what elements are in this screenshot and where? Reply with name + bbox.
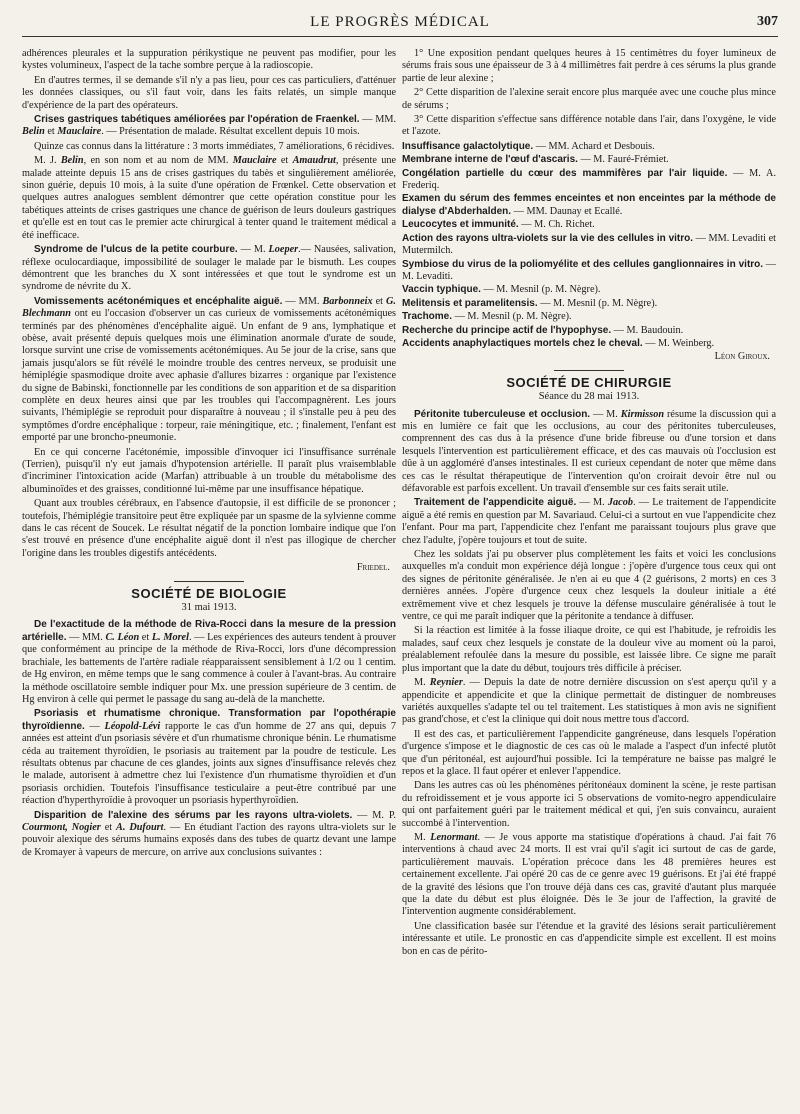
divider bbox=[554, 370, 624, 371]
author: Léopold-Lévi bbox=[104, 720, 161, 732]
article-crises: Crises gastriques tabétiques améliorées par l'opération de Fraenkel. — MM. Belin et Mauclaire. — Présentation de malade. Résultat excellent depuis 10 mois. bbox=[22, 114, 397, 138]
author: A. Dufourt bbox=[116, 821, 164, 833]
item-title: Symbiose du virus de la poliomyélite et des cellules ganglionnaires in vitro. bbox=[402, 258, 764, 270]
paragraph: Quant aux troubles cérébraux, en l'absence d'autopsie, il est difficile de se prononcer ; toutefois, l'hémiplégie transitoire peut être expliquée par un spasme de la sylvienne comme dans le cas récent de Soucek. Le résultat négatif de la ponction lombaire indique que l'on s'est trouvé en présence d'une encéphalite aiguë dont il n'est pas illogique de chercher l'origine dans les troubles digestifs antécédents. bbox=[22, 498, 396, 559]
author: Belin bbox=[22, 126, 45, 138]
list-item bbox=[402, 141, 776, 153]
author: Jacob bbox=[607, 497, 633, 509]
paragraph: Il est des cas, et particulièrement l'appendicite gangréneuse, dans lesquels l'opération d'urgence s'impose et le diagnostic de ces cas où le malade a l'aspect d'un infecté plutôt que d'un péritonéal, est aujourd'hui possible. Ici la température ne baisse pas malgré le repos et la glace. Il faut opérer et enlever l'appendice. bbox=[402, 728, 776, 777]
list-item bbox=[402, 154, 776, 166]
article-text: — Je vous apporte ma statistique d'opérations à chaud. J'ai fait 76 interventions à chaud avec 24 morts. Il est vrai qu'il s'agit ici surtout de cas de garde, particulièrement mauvais. L'opération précoce dans les 48 premières heures est certainement excellente. J'ai opéré 20 cas de ce genre avec 19 guérisons. Et j'ai été frappé de la gravité des lésions que l'on trouve déjà dans ces cas, gravité d'autant plus marquée que la date du début est plus éloignée. Dès le 3e jour de l'affection, la gravité de l'intervention augmente considérablement. bbox=[402, 831, 776, 918]
conclusion-2: 2° Cette disparition de l'alexine serait encore plus marquée avec une couche plus mince de sérums ; bbox=[402, 87, 776, 111]
item-title: Recherche du principe actif de l'hypophyse. bbox=[402, 324, 612, 336]
article-title: Syndrome de l'ulcus de la petite courbure. bbox=[34, 244, 238, 256]
signature: Léon Giroux. bbox=[714, 351, 770, 363]
article-text: rapporte le cas d'un homme de 27 ans qui, depuis 7 années est atteint d'un psoriasis sévère et d'un rhumatisme chronique bénin. Le rhumatisme céda au traitement thyroïdien, le psoriasis au traitement par la poudre de testicule. Les résultats obtenus par chacune de ces glandes, joints aux signes d'insuffisance relevés chez le malade, autorisent à admettre chez lui l'existence d'un rhumatisme thyroïdien et d'un psoriasis orchidien. Toutefois l'insuffisance testiculaire a peut-être contribué par une réaction d'hyperthyroïdie à provoquer un psoriasis hyperthyroïdien. bbox=[22, 720, 397, 807]
paragraph: M. Lenormant. — Je vous apporte ma statistique d'opérations à chaud. J'ai fait 76 interventions à chaud avec 24 morts. Il est vrai qu'il s'agit ici surtout de cas de garde, particulièrement mauvais. L'opération précoce dans les 48 premières heures est certainement excellente. J'ai opéré 20 cas de ce genre avec 19 guérisons. Et j'ai été frappé de la gravité des lésions que l'on trouve déjà dans ces cas, gravité d'autant plus marquée que la date du début est plus éloignée. Dès le 3e jour de l'affection, la gravité de l'intervention augmente considérablement. bbox=[402, 831, 776, 918]
item-author: — M. Mesnil (p. M. Nègre). bbox=[454, 311, 572, 323]
item-author: — M. Mesnil (p. M. Nègre). bbox=[540, 297, 658, 309]
article-text: — Les expériences des auteurs tendent à prouver que conformément au principe de la méthode de Riva-Rocci, lors d'une décompression brachiale, les battements de l'artère radiale réapparaissent sensiblement à 1/2 ou 1 centim. de Hg environ, en même temps que le sang commence à couler à l'avant-bras. Au contraire la méthode oscillatoire semble indiquer pour Mx. une pression supérieure de 3 centim. de Hg environ à celle qui permet le passage du sang au-delà de la manchette. bbox=[22, 631, 397, 705]
list-item bbox=[402, 338, 776, 350]
author: Reynier bbox=[429, 677, 463, 689]
article-text: — En étudiant l'action des rayons ultra-violets sur le pouvoir alexique des sérums humains exposés dans des tubes de quartz devant une lampe de Kromayer à vapeurs de mercure, on arrive aux conclusions suivantes : bbox=[22, 821, 397, 858]
section-heading: SOCIÉTÉ DE CHIRURGIE bbox=[506, 374, 672, 390]
list-item bbox=[402, 219, 776, 231]
item-title: Trachome. bbox=[402, 311, 453, 323]
conclusion-1: 1° Une exposition pendant quelques heures à 15 centimètres du foyer lumineux de sérums frais sous une épaisseur de 3 à 4 millimètres fait perdre à ces sérums la plus grande partie de leur alexine ; bbox=[402, 48, 776, 84]
paragraph: Si la réaction est limitée à la fosse iliaque droite, ce qui est l'habitude, je refroidis les malades, sauf ceux chez lesquels je constate de la douleur vive au moment où la paroi, préalablement refoulée dans la mesure du possible, est laissée libre. Ce signe me paraît plus important que la date du début, toujours très difficile à préciser. bbox=[402, 625, 776, 674]
signature: Friedel. bbox=[356, 562, 390, 574]
list-item bbox=[402, 311, 776, 323]
page-number: 307 bbox=[757, 14, 778, 29]
item-title: Insuffisance galactolytique. bbox=[402, 140, 534, 152]
article-riva-rocci: De l'exactitude de la méthode de Riva-Rocci dans la mesure de la pression artérielle. — MM. C. Léon et L. Morel. — Les expériences des auteurs tendent à prouver que conformément au principe de la méthode de Riva-Rocci, lors d'une décompression brachiale, les battements de l'artère radiale réapparaissent sensiblement à 1/2 ou 1 centim. de Hg environ, en même temps que le sang commence à couler à l'avant-bras. Au contraire la méthode oscillatoire semble indiquer pour Mx. une pression supérieure de 3 centim. de Hg environ à celle qui permet le passage du sang au-delà de la manchette. bbox=[22, 619, 397, 705]
article-title: Traitement de l'appendicite aiguë. bbox=[414, 497, 577, 509]
item-author: — M. Weinberg. bbox=[645, 337, 715, 349]
author: L. Morel bbox=[151, 631, 189, 643]
paragraph: Chez les soldats j'ai pu observer plus complètement les faits et voici les conclusions auxquelles m'a conduit mon expérience déjà longue : j'opère d'urgence tous ceux qui ont des signes de péritonite généralisée. Je n'en ai eu que 4 (2 guérisons, 2 morts) en ces 3 dernières années. J'opère d'urgence ceux chez lesquels la douleur initiale a été extrêmement vive et chez lesquels je trouve la défense musculaire généralisée à tout le ventre, ce qui me paraît indiquer que la péritonite a tendance à diffuser. bbox=[402, 549, 776, 623]
list-item bbox=[402, 325, 776, 337]
article-appendicite: Traitement de l'appendicite aiguë. — M. Jacob. — Le traitement de l'appendicite aiguë a été remis en question par M. Savariaud. Celui-ci a surtout en vue l'appendicite chez l'enfant. Pour ma part, l'appendicite chez l'enfant me paraissant toujours plus grave que chez l'adulte, j'opère toujours et tout de suite. bbox=[402, 497, 776, 546]
article-text: Nausées, salivation, réflexe oculocardiaque, impossibilité de soulager le malade par le bismuth. Les coupes démontrent que les branches du X sont intéressées et que tout le syndrome est un syndrome de névrite du X. bbox=[22, 244, 396, 293]
list-item bbox=[402, 298, 776, 310]
article-title: De l'exactitude de la méthode de Riva-Rocci dans la mesure de la pression artérielle. bbox=[22, 619, 396, 643]
paragraph: Dans les autres cas où les phénomènes péritonéaux dominent la scène, je reste partisan du refroidissement et je vous apporte ici 5 observations de vomito-negro appendiculaire qui ont parfaitement guéri par le traitement médical et qui, j'en suis convaincu, auraient succombé à l'intervention. bbox=[402, 780, 776, 829]
author: Belin bbox=[60, 155, 84, 167]
journal-title: LE PROGRÈS MÉDICAL bbox=[310, 14, 490, 30]
section-date: Séance du 28 mai 1913. bbox=[538, 391, 640, 403]
list-item bbox=[402, 193, 776, 218]
article-text: — Présentation de malade. Résultat excellent depuis 10 mois. bbox=[106, 126, 360, 138]
article-text: ont eu l'occasion d'observer un cas curieux de vomissements acétonémiques terminés par des phénomènes d'encéphalite aiguë. Un enfant de 9 ans, lymphatique et obèse, avait présenté depuis quelques mois une élimination anormale d'urate de soude, lorsque survint une crise de vomissements acétonémiques. Au 5e jour de la crise, sans que jamais jusqu'alors se fût révélé le moindre trouble des centres nerveux, se produisit une hémiplégie spasmodique droite avec aphasie d'allures bizarres : organique par l'existence du signe de Babinski, fonctionnelle par les conditions de son apparition et de sa disparition complète en deux heures ainsi que par les troubles qui l'accompagnèrent. Les jours suivants, l'hémiplégie se reproduit pour disparaître à nouveau ; il s'installe peu à peu des symptômes d'ordre encéphalique : torpeur, raie méningitique, etc. ; finalement, l'enfant est emporté par une broncho-pneumonie. bbox=[22, 308, 396, 444]
item-title: Leucocytes et immunité. bbox=[402, 219, 519, 231]
page-header bbox=[22, 8, 778, 37]
item-title: Accidents anaphylactiques mortels chez le cheval. bbox=[402, 337, 643, 349]
list-item bbox=[402, 259, 776, 284]
author: G. Blechmann bbox=[22, 295, 396, 320]
article-vomissements: Vomissements acétonémiques et encéphalite aiguë. — MM. Barbonneix et G. Blechmann ont eu l'occasion d'observer un cas curieux de vomissements acétonémiques terminés par des phénomènes d'encéphalite aiguë. Un enfant de 9 ans, lymphatique et obèse, avait présenté depuis quelques mois une élimination anormale d'urate de soude, lorsque survint une crise de vomissements acétonémiques. Au 5e jour de la crise, sans que jamais jusqu'alors se fût révélé le moindre trouble des centres nerveux, se produisit une hémiplégie spasmodique droite avec aphasie d'allures bizarres : organique par l'existence du signe de Babinski, fonctionnelle par les conditions de son apparition et de sa disparition complète en deux heures ainsi que par les troubles qui l'accompagnèrent. Les jours suivants, l'hémiplégie se reproduit pour disparaître à nouveau ; il s'installe peu à peu des symptômes d'ordre encéphalique : torpeur, raie méningitique, etc. ; finalement, l'enfant est emporté par une broncho-pneumonie. bbox=[22, 295, 396, 444]
author: Amaudrut bbox=[292, 155, 336, 167]
article-alexine: Disparition de l'alexine des sérums par les rayons ultra-violets. — M. P. Courmont, Nogier et A. Dufourt. — En étudiant l'action des rayons ultra-violets sur le pouvoir alexique des sérums humains exposés dans des tubes de quartz devant une lampe de Kromayer à vapeurs de mercure, on arrive aux conclusions suivantes : bbox=[22, 809, 397, 858]
item-title: Melitensis et paramelitensis. bbox=[402, 297, 538, 309]
article-ulcus: Syndrome de l'ulcus de la petite courbure. — M. Loeper.— Nausées, salivation, réflexe oculocardiaque, impossibilité de soulager le malade par le bismuth. Les coupes démontrent que les branches du X sont intéressées et que tout le syndrome est un syndrome de névrite du X. bbox=[22, 244, 396, 293]
item-author: — M. Baudouin. bbox=[613, 324, 684, 336]
article-text: présente une malade atteinte depuis 15 ans de crises gastriques du tabès et singulièrement améliorée, sinon guérie, depuis 10 mois, à la suite d'une opération de Frœnkel. Cette observation et quelques autres analogues semblent démontrer que cette opération constitue pour les tabétiques atteints de crises gastriques une chance de guérison de leurs douleurs gastriques et qu'elle est en tout cas le premier acte chirurgical à tenter quand le traitement médical a été inefficace. bbox=[22, 155, 397, 241]
paragraph: En ce qui concerne l'acétonémie, impossible d'invoquer ici l'insuffisance surrénale (Terrien), puisqu'il n'y eut jamais d'hypotension artérielle. Il paraît plus vraisemblable d'incriminer l'intoxication acide (Marfan) attribuable à un trouble du métabolisme des albuminoïdes et des graisses, conditionné lui-même par une insuffisance hépatique. bbox=[22, 446, 396, 495]
article-text: — Le traitement de l'appendicite aiguë a été remis en question par M. Savariaud. Celui-ci a surtout en vue l'appendicite chez l'enfant. Pour ma part, l'appendicite chez l'enfant me paraissant toujours plus grave que chez l'adulte, j'opère toujours et tout de suite. bbox=[402, 497, 776, 546]
right-column bbox=[402, 48, 776, 960]
item-author: — M. Mesnil (p. M. Nègre). bbox=[483, 284, 601, 296]
author: C. Léon bbox=[105, 631, 140, 643]
item-title: Membrane interne de l'œuf d'ascaris. bbox=[402, 154, 578, 166]
item-author: — M. Ch. Richet. bbox=[521, 219, 595, 231]
item-title: Congélation partielle du cœur des mammifères par l'air liquide. bbox=[402, 167, 728, 179]
paragraph: M. J. Belin, en son nom et au nom de MM. Mauclaire et Amaudrut, présente une malade atteinte depuis 15 ans de crises gastriques du tabès et singulièrement améliorée, sinon guérie, depuis 10 mois, à la suite d'une opération de Frœnkel. Cette observation et quelques autres analogues semblent démontrer que cette opération constitue pour les tabétiques atteints de crises gastriques une chance de guérison de leurs douleurs gastriques et qu'elle est en tout cas le premier acte chirurgical à tenter quand le traitement médical a été inefficace. bbox=[22, 155, 397, 241]
section-date: 31 mai 1913. bbox=[181, 602, 237, 614]
author: Mauclaire bbox=[57, 126, 102, 138]
author: Kirmisson bbox=[620, 408, 665, 420]
conclusion-3: 3° Cette disparition s'effectue sans différence notable dans l'air, dans l'oxygène, le vide et l'azote. bbox=[402, 114, 776, 138]
article-psoriasis: Psoriasis et rhumatisme chronique. Transformation par l'opothérapie thyroïdienne. — Léopold-Lévi rapporte le cas d'un homme de 27 ans qui, depuis 7 années est atteint d'un psoriasis sévère et d'un rhumatisme chronique bénin. Le rhumatisme céda au traitement thyroïdien, le psoriasis au traitement par la poudre de testicule. Les résultats obtenus par chacune de ces glandes, joints aux signes d'insuffisance relevés chez le malade, autorisent à admettre chez lui l'existence d'un rhumatisme thyroïdien et d'un psoriasis orchidien. Toutefois l'insuffisance testiculaire a peut-être contribué par une réaction d'hyperthyroïdie à provoquer un psoriasis hyperthyroïdien. bbox=[22, 708, 397, 807]
paragraph: En d'autres termes, il se demande s'il n'y a pas lieu, pour ces cas particuliers, d'atténuer les données classiques, ou s'il faut voir, dans les faits relatés, un simple manque d'expérience de la part des opérateurs. bbox=[22, 74, 396, 111]
list-item bbox=[402, 233, 776, 258]
paragraph: M. Reynier. — Depuis la date de notre dernière discussion on s'est aperçu qu'il y a appendicite et appendicite et que la clinique permettait de distinguer de nombreuses variétés auxquelles s'adapte tel ou tel traitement. Les statistiques à mon avis ne signifient pas grand'chose, et c'est la clinique qui doit nous mettre tous d'accord. bbox=[402, 677, 777, 726]
author: Barbonneix bbox=[322, 295, 373, 307]
item-title: Action des rayons ultra-violets sur la vie des cellules in vitro. bbox=[402, 232, 694, 244]
author: Loeper bbox=[268, 244, 299, 256]
article-text: — Depuis la date de notre dernière discussion on s'est aperçu qu'il y a appendicite et appendicite et que la clinique permettait de distinguer de nombreuses variétés auxquelles s'adapte tel ou tel traitement. Les statistiques à mon avis ne signifient pas grand'chose, et c'est la clinique qui doit nous mettre tous d'accord. bbox=[402, 677, 777, 726]
list-item bbox=[402, 168, 776, 193]
article-text: résume la discussion qui a mis en lumière ce fait que les occlusions, au cour des péritonites tuberculeuses, comprennent des cas dus à la présence d'une bride fibreuse ou d'une torsion et dans lesquels l'intervention est particulièrement efficace, et des cas mauvais où l'occlusion est dûe à un aggloméré d'anses intestinales. Il est curieux cependant de noter que même dans ces cas le résultat thérapeutique de l'intervention qu'on croirait devoir être nul ou défavorable est parfois excellent. Un travail d'ensemble sur ces faits serait utile. bbox=[402, 408, 777, 494]
item-title: Examen du sérum des femmes enceintes et non enceintes par la méthode de dialyse d'Abderhalden. bbox=[402, 193, 776, 217]
paragraph: Une classification basée sur l'étendue et la gravité des lésions serait particulièrement intéressante et utile. Le pronostic en cas d'appendicite simple est excellent. Il est moins bon en cas de périto- bbox=[402, 920, 776, 957]
article-peritonite: Péritonite tuberculeuse et occlusion. — M. Kirmisson résume la discussion qui a mis en lumière ce fait que les occlusions, au cour des péritonites tuberculeuses, comprennent des cas dus à la présence d'une bride fibreuse ou d'une torsion et dans lesquels l'intervention est particulièrement efficace, et des cas mauvais où l'occlusion est dûe à un aggloméré d'anses intestinales. Il est curieux cependant de noter que même dans ces cas le résultat thérapeutique de l'intervention qu'on croirait devoir être nul ou défavorable est parfois excellent. Un travail d'ensemble sur ces faits serait utile. bbox=[402, 408, 777, 494]
paragraph: Quinze cas connus dans la littérature : 3 morts immédiates, 7 améliorations, 6 récidives. bbox=[34, 140, 395, 152]
author: Mauclaire bbox=[232, 155, 277, 167]
author: Courmont, Nogier bbox=[22, 821, 101, 833]
item-author: — MM. Levaditi et Mutermilch. bbox=[402, 232, 777, 257]
item-author: — MM. Daunay et Ecallé. bbox=[513, 205, 623, 217]
item-author: — M. Levaditi. bbox=[402, 258, 777, 282]
article-title: Crises gastriques tabétiques améliorées par l'opération de Fraenkel. bbox=[34, 114, 360, 126]
item-author: — M. A. Frederiq. bbox=[402, 167, 777, 192]
section-heading: SOCIÉTÉ DE BIOLOGIE bbox=[131, 585, 287, 601]
communications-list bbox=[402, 141, 776, 351]
author: Lenormant bbox=[430, 831, 478, 843]
item-author: — M. Fauré-Frémiet. bbox=[580, 154, 669, 166]
left-column bbox=[22, 48, 396, 861]
list-item bbox=[402, 284, 776, 296]
article-title: Disparition de l'alexine des sérums par les rayons ultra-violets. bbox=[34, 809, 353, 821]
article-title: Vomissements acétonémiques et encéphalite aiguë. bbox=[34, 295, 283, 307]
item-title: Vaccin typhique. bbox=[402, 284, 481, 296]
paragraph: adhérences pleurales et la suppuration périkystique ne peuvent pas modifier, pour les kystes volumineux, l'aspect de la tache sombre perçue à la radioscopie. bbox=[22, 48, 396, 72]
article-title: Péritonite tuberculeuse et occlusion. bbox=[414, 408, 591, 420]
article-title: Psoriasis et rhumatisme chronique. Transformation par l'opothérapie thyroïdienne. bbox=[22, 708, 396, 732]
divider bbox=[174, 581, 244, 582]
item-author: — MM. Achard et Desbouis. bbox=[535, 140, 655, 152]
